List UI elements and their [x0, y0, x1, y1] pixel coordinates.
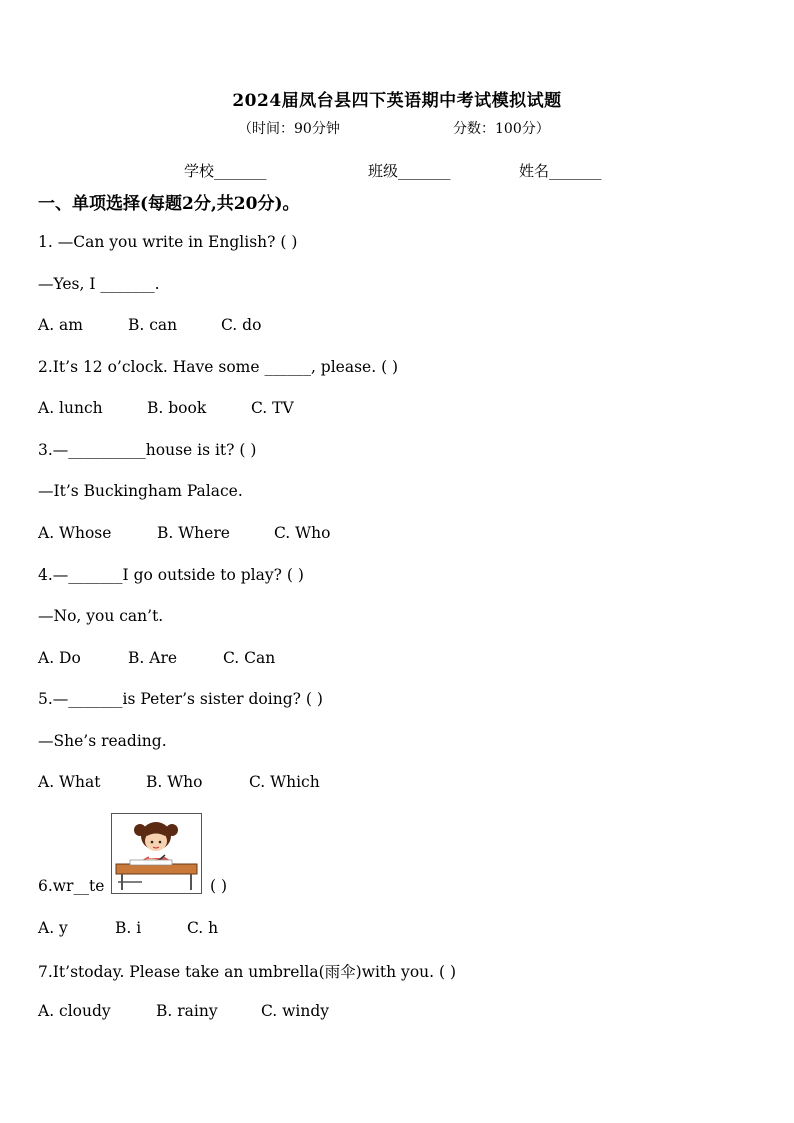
- question-2-option-b[interactable]: B. book: [147, 399, 207, 417]
- question-1-text: 1. —Can you write in English? ( ): [38, 233, 298, 251]
- question-2-text: 2.It’s 12 o’clock. Have some ______, please. ( ): [38, 358, 399, 376]
- school-field-label: 学校_______: [184, 162, 267, 180]
- question-5-text: 5.—_______is Peter’s sister doing? ( ): [38, 690, 323, 708]
- question-4-option-b[interactable]: B. Are: [128, 649, 178, 667]
- section-heading: 一、单项选择(每题2分,共20分)。: [38, 194, 300, 214]
- question-6-option-a[interactable]: A. y: [38, 919, 68, 937]
- question-1-answer-line: —Yes, I _______.: [38, 275, 160, 293]
- question-4-option-c[interactable]: C. Can: [223, 649, 276, 667]
- question-1-option-c[interactable]: C. do: [221, 316, 262, 334]
- question-5-option-b[interactable]: B. Who: [146, 773, 203, 791]
- question-7-text: 7.It’stoday. Please take an umbrella(雨伞)with you. ( ): [38, 963, 457, 981]
- exam-time: （时间：90分钟: [238, 121, 340, 137]
- question-7-option-c[interactable]: C. windy: [261, 1002, 330, 1020]
- question-5-option-a[interactable]: A. What: [38, 773, 101, 791]
- question-1-option-b[interactable]: B. can: [128, 316, 178, 334]
- question-3-option-c[interactable]: C. Who: [274, 524, 331, 542]
- class-field-label: 班级_______: [368, 162, 451, 180]
- question-6-text: 6.wr__te: [38, 877, 105, 895]
- question-2-option-c[interactable]: C. TV: [251, 399, 294, 417]
- question-1-option-a[interactable]: A. am: [38, 316, 83, 334]
- question-6-option-c[interactable]: C. h: [187, 919, 219, 937]
- question-4-text: 4.—_______I go outside to play? ( ): [38, 566, 304, 584]
- question-3-text: 3.—__________house is it? ( ): [38, 441, 257, 459]
- girl-writing-picture-icon: [111, 813, 202, 894]
- question-4-answer-line: —No, you can’t.: [38, 607, 164, 625]
- question-7-option-b[interactable]: B. rainy: [156, 1002, 218, 1020]
- question-3-option-b[interactable]: B. Where: [157, 524, 230, 542]
- question-3-answer-line: —It’s Buckingham Palace.: [38, 482, 243, 500]
- question-7-option-a[interactable]: A. cloudy: [38, 1002, 111, 1020]
- exam-title: 2024届凤台县四下英语期中考试模拟试题: [232, 91, 562, 111]
- question-6-answer-bracket: ( ): [210, 877, 228, 895]
- question-4-option-a[interactable]: A. Do: [38, 649, 81, 667]
- question-5-option-c[interactable]: C. Which: [249, 773, 320, 791]
- question-6-option-b[interactable]: B. i: [115, 919, 142, 937]
- question-5-answer-line: —She’s reading.: [38, 732, 167, 750]
- name-field-label: 姓名_______: [519, 162, 602, 180]
- question-2-option-a[interactable]: A. lunch: [38, 399, 103, 417]
- question-3-option-a[interactable]: A. Whose: [38, 524, 112, 542]
- exam-score: 分数：100分）: [453, 121, 550, 137]
